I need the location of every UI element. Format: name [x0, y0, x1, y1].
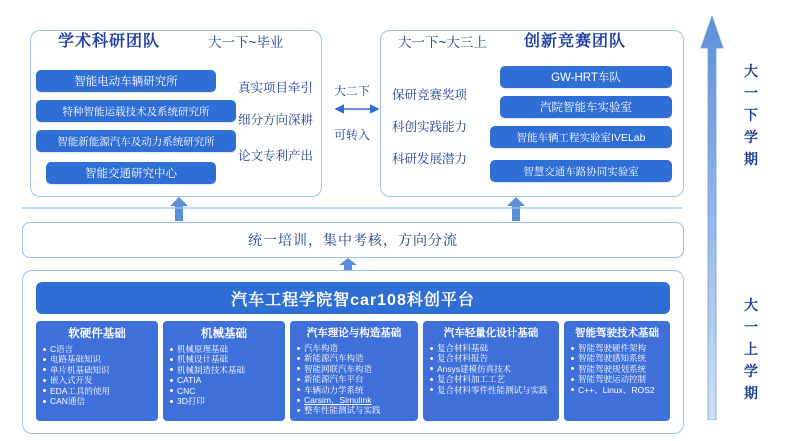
platform-column-3 — [290, 321, 418, 421]
list-item: 机械制造技术基础 — [177, 365, 282, 375]
academic-item-2[interactable]: 特种智能运载技术及系统研究所 — [36, 100, 236, 122]
innovation-item-2[interactable]: 汽院智能车实验室 — [500, 96, 672, 118]
list-item: C++、Linux、ROS2 — [578, 385, 667, 395]
list-item: 机械设计基础 — [177, 354, 282, 364]
list-item: CNC — [177, 386, 282, 396]
unified-training-bar: 统一培训，集中考核，方向分流 — [22, 222, 684, 258]
platform-column-5-title: 智能驾驶技术基础 — [575, 327, 659, 339]
list-item: 智能网联汽车构造 — [304, 364, 415, 374]
transfer-arrow — [330, 98, 384, 120]
platform-column-4-title: 汽车轻量化设计基础 — [443, 327, 539, 339]
timeline-label-top-3: 下 — [744, 107, 758, 123]
platform-column-1 — [36, 321, 158, 421]
list-item: 新能源汽车平台 — [304, 374, 415, 384]
innovation-item-1[interactable]: GW-HRT车队 — [500, 66, 672, 88]
innovation-competition-title: 创新竞赛团队 — [524, 33, 627, 50]
list-item: C语言 — [50, 344, 155, 354]
list-item: CAN通信 — [50, 396, 155, 406]
platform-column-2-list — [163, 344, 285, 406]
innovation-note-2: 科创实践能力 — [392, 120, 468, 134]
list-item: 单片机基础知识 — [50, 365, 155, 375]
list-item: 智能驾驶感知系统 — [578, 353, 667, 363]
list-item: 复合材料加工工艺 — [437, 374, 556, 384]
academic-note-3: 论文专利产出 — [238, 149, 314, 163]
innovation-note-1: 保研竞赛奖项 — [392, 88, 468, 102]
list-item: 嵌入式开发 — [50, 375, 155, 385]
innovation-stage-label: 大一下~大三上 — [398, 35, 487, 50]
timeline-arrow-icon — [700, 14, 724, 420]
list-item: 智能驾驶硬件架构 — [578, 343, 667, 353]
timeline-label-bottom-2: 一 — [744, 319, 758, 335]
academic-item-1[interactable]: 智能电动车辆研究所 — [36, 70, 216, 92]
platform-column-4 — [423, 321, 559, 421]
platform-column-1-list — [36, 344, 158, 406]
list-item: 复合材料基础 — [437, 343, 556, 353]
list-item: CATIA — [177, 375, 282, 385]
panel-connector-line — [22, 205, 682, 211]
academic-stage-label: 大一下~毕业 — [208, 35, 284, 50]
timeline-label-bottom-4: 学 — [744, 363, 758, 379]
list-item: 机械原理基础 — [177, 344, 282, 354]
academic-note-2: 细分方向深耕 — [238, 113, 314, 127]
academic-item-4[interactable]: 智能交通研究中心 — [46, 162, 216, 184]
platform-column-2-title: 机械基础 — [201, 328, 247, 340]
timeline-label-top-2: 一 — [744, 85, 758, 101]
academic-note-1: 真实项目牵引 — [238, 81, 314, 95]
innovation-item-3[interactable]: 智能车辆工程实验室IVELab — [490, 126, 672, 148]
list-item: 新能源汽车构造 — [304, 353, 415, 363]
academic-item-3[interactable]: 智能新能源汽车及动力系统研究所 — [36, 130, 236, 152]
list-item: Carsim、Simulink — [304, 395, 415, 405]
platform-column-1-title: 软硬件基础 — [68, 328, 126, 340]
list-item: EDA工具的使用 — [50, 386, 155, 396]
list-item: 3D打印 — [177, 396, 282, 406]
platform-column-3-title: 汽车理论与构造基础 — [306, 327, 402, 339]
timeline-label-top-1: 大 — [744, 63, 758, 79]
list-item: 整车性能测试与实践 — [304, 405, 415, 415]
timeline-label-top-4: 学 — [744, 129, 758, 145]
innovation-item-4[interactable]: 智慧交通车路协同实验室 — [490, 160, 672, 182]
academic-research-title: 学术科研团队 — [58, 33, 161, 50]
innovation-platform — [22, 270, 684, 434]
platform-column-2 — [163, 321, 285, 421]
platform-column-3-list — [290, 343, 418, 416]
timeline-label-top-5: 期 — [744, 151, 758, 167]
timeline-label-bottom-1: 大 — [744, 297, 758, 313]
timeline-label-bottom-5: 期 — [744, 385, 758, 401]
platform-column-4-list — [423, 343, 559, 395]
list-item: 复合材料零件性能测试与实践 — [437, 385, 556, 395]
list-item: 智能驾驶运动控制 — [578, 374, 667, 384]
list-item: 复合材料报告 — [437, 353, 556, 363]
list-item: 汽车构造 — [304, 343, 415, 353]
platform-column-5-list — [564, 343, 670, 395]
list-item: 车辆动力学系统 — [304, 385, 415, 395]
list-item: Ansys建模仿真技术 — [437, 364, 556, 374]
platform-column-5 — [564, 321, 670, 421]
platform-title: 汽车工程学院智car108科创平台 — [36, 282, 670, 314]
transfer-note-line2: 可转入 — [334, 128, 371, 142]
list-item: 智能驾驶规划系统 — [578, 364, 667, 374]
transfer-note-line1: 大二下 — [334, 84, 371, 98]
list-item: 电路基础知识 — [50, 354, 155, 364]
timeline-label-bottom-3: 上 — [744, 341, 758, 357]
innovation-note-3: 科研发展潜力 — [392, 152, 468, 166]
